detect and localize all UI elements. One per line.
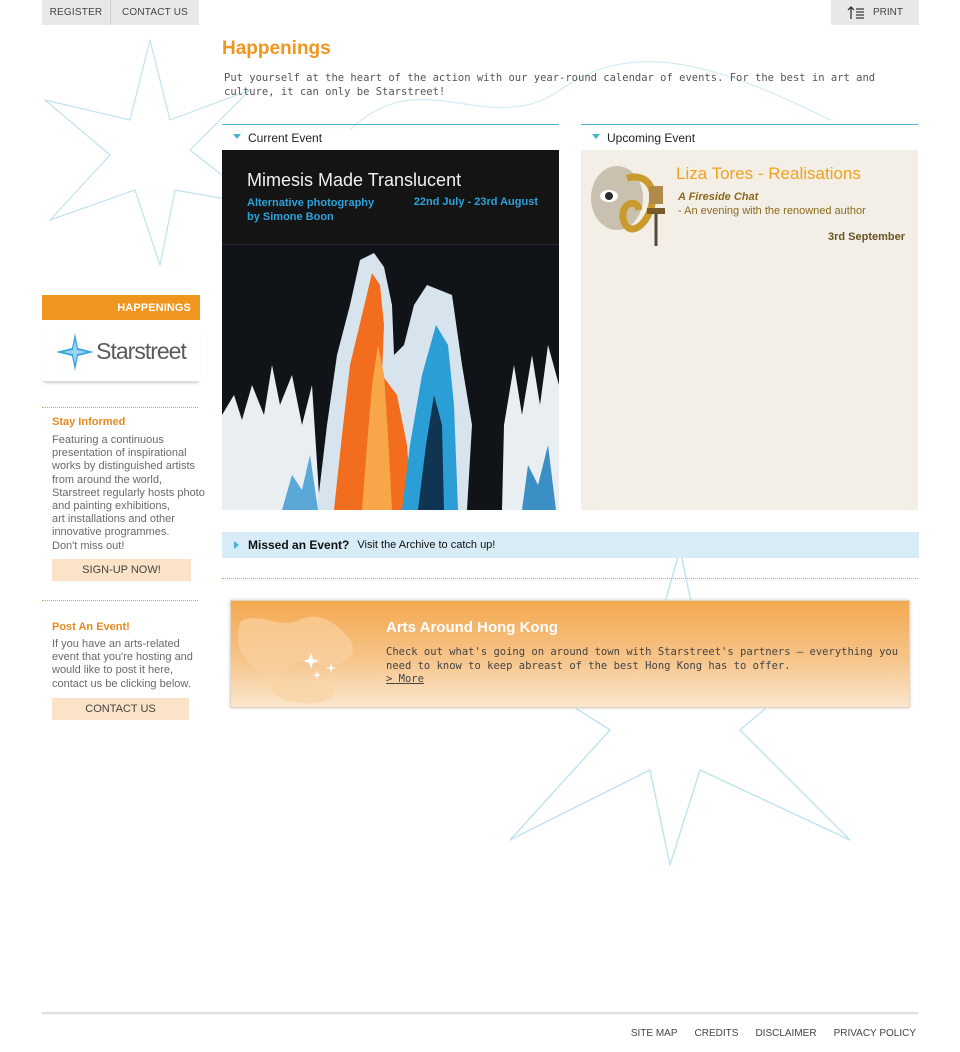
intro-text: Put yourself at the heart of the action with our year-round calendar of events. For the best in art and culture, it can only be Starstreet! (224, 72, 876, 98)
stay-informed-heading: Stay Informed (52, 416, 126, 428)
register-link[interactable]: REGISTER (42, 0, 111, 25)
upcoming-event-title: Liza Tores - Realisations (676, 164, 861, 183)
hong-kong-map-graphic (231, 601, 381, 708)
current-event-banner[interactable] (222, 150, 559, 510)
contact-us-button[interactable]: CONTACT US (52, 698, 189, 720)
arts-title: Arts Around Hong Kong (386, 619, 558, 636)
stay-informed-text: Featuring a continuous presentation of inspirational works by distinguished artists from around the world, Starstreet regularly hosts photo and painting exhibitions, art installations and other innovative programmes. Don't miss out! (52, 434, 205, 552)
archive-link-bar[interactable] (222, 532, 919, 558)
privacy-policy-link[interactable]: PRIVACY POLICY (833, 1028, 916, 1039)
logo-text: Starstreet (96, 338, 186, 364)
star-logo-icon (56, 333, 94, 371)
event-artwork (222, 245, 559, 510)
arts-around-hk-banner[interactable] (230, 600, 910, 708)
upcoming-event-heading (581, 124, 918, 150)
missed-event-label: Missed an Event? (248, 538, 350, 552)
current-event-heading (222, 124, 559, 150)
archive-link-text: Visit the Archive to catch up! (357, 539, 496, 551)
triangle-right-icon (234, 541, 239, 549)
arts-more-link[interactable]: > More (386, 673, 424, 685)
divider (42, 407, 198, 408)
current-event-heading-label: Current Event (248, 130, 323, 145)
print-button[interactable] (831, 0, 919, 25)
triangle-down-icon (233, 134, 241, 139)
upcoming-event-heading-label: Upcoming Event (607, 130, 696, 145)
triangle-down-icon (592, 134, 600, 139)
page-title: Happenings (222, 38, 331, 59)
divider (222, 578, 918, 579)
divider (42, 600, 198, 601)
arts-description: Check out what's going on around town with Starstreet's partners – everything you need to know to keep abreast of the best Hong Kong has to offer. (386, 646, 899, 672)
post-event-text: If you have an arts-related event that you're hosting and would like to post it here, contact us be clicking below. (52, 638, 193, 690)
top-nav (42, 0, 199, 25)
upcoming-event-subtitle: A Fireside Chat (678, 191, 759, 203)
credits-link[interactable]: CREDITS (694, 1028, 739, 1039)
event-dates: 22nd July - 23rd August (413, 196, 538, 208)
sign-up-button[interactable]: SIGN-UP NOW! (52, 559, 191, 581)
contact-us-link[interactable]: CONTACT US (111, 0, 199, 25)
upcoming-event-description: - An evening with the renowned author (678, 205, 866, 217)
disclaimer-link[interactable]: DISCLAIMER (755, 1028, 817, 1039)
footer-links (631, 1028, 916, 1039)
print-label: PRINT (873, 7, 903, 18)
event-title: Mimesis Made Translucent (247, 170, 462, 190)
upcoming-event-banner[interactable] (581, 150, 918, 510)
starstreet-logo[interactable] (42, 322, 200, 382)
print-icon (847, 6, 865, 20)
post-event-heading: Post An Event! (52, 621, 130, 633)
event-subtitle: Alternative photography by Simone Boon (247, 197, 375, 223)
sidebar-section-label: HAPPENINGS (42, 295, 200, 320)
event-collage-image (587, 158, 675, 254)
footer-divider (42, 1012, 918, 1015)
site-map-link[interactable]: SITE MAP (630, 1028, 678, 1039)
upcoming-event-date: 3rd September (827, 231, 905, 243)
